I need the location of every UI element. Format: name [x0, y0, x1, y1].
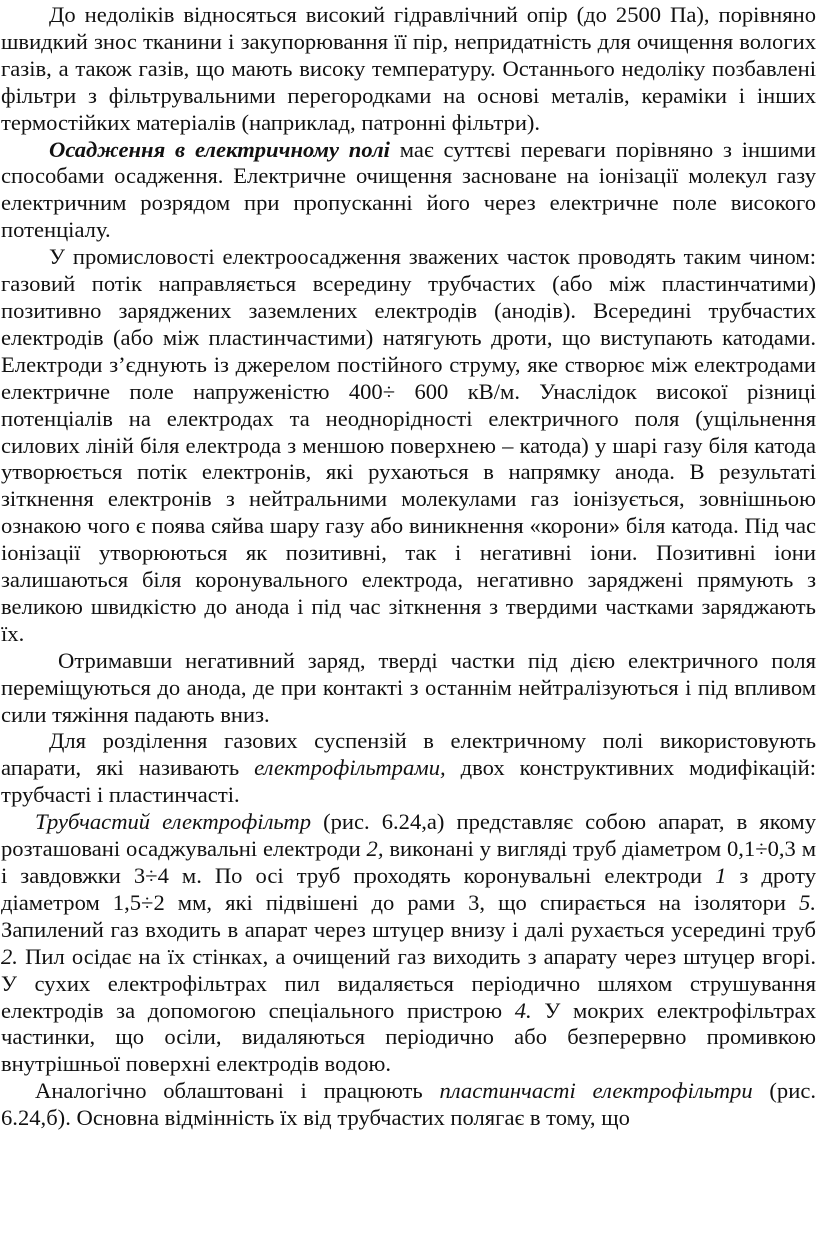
paragraph-electric-field-deposition	[1, 137, 816, 245]
paragraph-text: До недоліків відносяться високий гідравлічний опір (до 2500 Па), порівняно швидкий знос тканини і закупорювання її пір, непридатність для очищення вологих газів, а також газів, що мають високу температуру. Останнього недоліку позбавлені фільтри з фільтрувальними перегородками на основі металів, кераміки і інших термостійких матеріалів (наприклад, патронні фільтри).	[1, 2, 816, 135]
paragraph-text: У промисловості електроосадження зважених часток проводять таким чином: газовий потік направляється всередину трубчастих (або між пластинчатими) позитивно заряджених заземлених електродів (анодів). Всередині трубчастих електродів (або між пластинчастими) натягують дроти, що виступають катодами. Електроди з’єднують із джерелом постійного струму, яке створює між електродами електричне поле напруженістю 400÷ 600 кВ/м. Унаслідок високої різниці потенціалів на електродах та неоднорідності електричного поля (ущільнення силових ліній біля електрода з меншою поверхнею – катода) у шарі газу біля катода утворюється потік електронів, які рухаються в напрямку анода. В результаті зіткнення електронів з нейтральними молекулами газ іонізується, зовнішньою ознакою чого є поява сяйва шару газу або виникнення «корони» біля катода. Під час іонізації утворюються як позитивні, так і негативні іони. Позитивні іони залишаються біля коронувального електрода, негативно заряджені прямують з великою швидкістю до анода і під час зіткнення з твердими частками заряджають їх.	[1, 244, 816, 646]
paragraph-filter-drawbacks	[1, 2, 816, 137]
term-plate-electrofilters: пластинчасті електрофільтри	[439, 1078, 753, 1104]
term-electric-field-deposition: Осадження в електричному полі	[49, 136, 390, 162]
paragraph-text: має суттєві переваги порівняно з іншими способами осадження. Електричне очищення засноване на іонізації молекул газу електричним розрядом при пропусканні його через електричне поле високого потенціалу.	[1, 136, 816, 243]
paragraph-text: з дроту діаметром 1,5÷2 мм, які підвішені до рами 3, що спирається на ізолятори	[1, 863, 816, 915]
ref-number: 2.	[1, 943, 18, 969]
paragraph-electrofilters-intro	[1, 728, 816, 809]
paragraph-tubular-electrofilter	[1, 809, 816, 1078]
ref-number: 4.	[514, 997, 532, 1023]
paragraph-text: Запилений газ входить в апарат через штуцер внизу і далі рухається усередині труб	[1, 916, 816, 942]
ref-number: 5.	[799, 889, 816, 915]
term-electrofilters: електрофільтрами,	[254, 755, 446, 781]
paragraph-text: (рис. 6.24,а) представляє собою апарат, в якому розташовані осаджувальні електроди	[1, 809, 816, 862]
paragraph-plate-electrofilters	[1, 1078, 816, 1132]
paragraph-text: (рис. 6.24,б). Основна відмінність їх від трубчастих полягає в тому, що	[1, 1078, 816, 1131]
ref-number: 1	[715, 863, 727, 888]
ref-number: 2,	[366, 836, 384, 862]
paragraph-text: двох конструктивних модифікацій: трубчасті і пластинчасті.	[1, 755, 816, 808]
paragraph-text: виконані у вигляді труб діаметром 0,1÷0,3 м і завдовжки 3÷4 м. По осі труб проходять коронувальні електроди	[1, 836, 816, 888]
paragraph-text: У мокрих електрофільтрах частинки, що осіли, видаляються періодично або безперервно промивкою внутрішньої поверхні електродів водою.	[1, 997, 816, 1077]
paragraph-text: Пил осідає на їх стінках, а очищений газ виходить з апарату через штуцер вгорі. У сухих електрофільтрах пил видаляється періодично шляхом струшування електродів за допомогою спеціального пристрою	[1, 943, 816, 1023]
paragraph-text: Для розділення газових суспензій в електричному полі використовують апарати, які називають	[1, 728, 816, 781]
paragraph-industrial-process	[1, 244, 816, 648]
paragraph-text: Аналогічно облаштовані і працюють	[35, 1078, 440, 1104]
paragraph-negative-charge	[1, 648, 816, 729]
paragraph-text: Отримавши негативний заряд, тверді частки під дією електричного поля переміщуються до анода, де при контакті з останнім нейтралізуються і під впливом сили тяжіння падають вниз.	[1, 647, 816, 727]
term-tubular-electrofilter: Трубчастий електрофільтр	[35, 809, 312, 835]
